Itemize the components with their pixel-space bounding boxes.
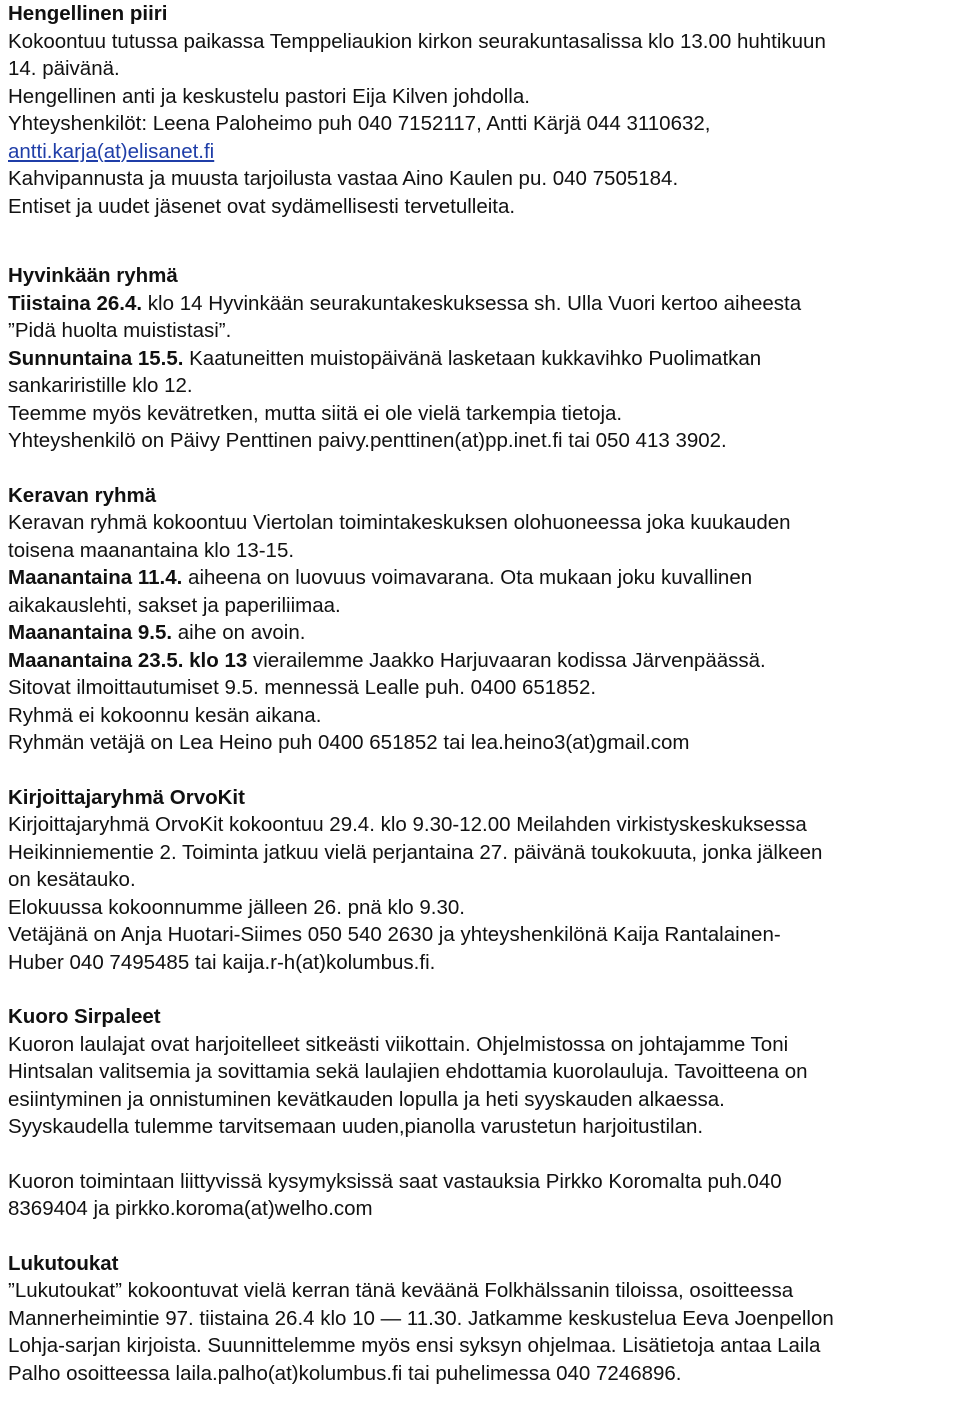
date-bold: Maanantaina 11.4. [8, 566, 183, 589]
section-heading: Keravan ryhmä [8, 483, 157, 507]
paragraph-line: ”Lukutoukat” kokoontuvat vielä kerran tänä keväänä Folkhälssanin tiloissa, osoitteessa [8, 1279, 794, 1302]
section-heading: Lukutoukat [8, 1251, 119, 1275]
section-kirjoittajaryhma-orvokit [8, 784, 952, 977]
paragraph-line: Sitovat ilmoittautumiset 9.5. mennessä Lealle puh. 0400 651852. [8, 676, 597, 699]
paragraph-line: Heikinniementie 2. Toiminta jatkuu vielä perjantaina 27. päivänä toukokuuta, jonka jälkeen [8, 840, 823, 864]
paragraph-line: Kahvipannusta ja muusta tarjoilusta vastaa Aino Kaulen pu. 040 7505184. [8, 167, 679, 190]
paragraph-line: Elokuussa kokoonnumme jälleen 26. pnä klo 9.30. [8, 895, 465, 919]
date-bold: Maanantaina 23.5. klo 13 [8, 648, 248, 672]
paragraph-line: Mannerheimintie 97. tiistaina 26.4 klo 10 — 11.30. Jatkamme keskustelua Eeva Joenpellon [8, 1306, 834, 1330]
paragraph-line: Keravan ryhmä kokoontuu Viertolan toimintakeskuksen olohuoneessa joka kuukauden [8, 511, 791, 534]
paragraph-line: on kesätauko. [8, 868, 136, 891]
paragraph-line: Hengellinen anti ja keskustelu pastori Eija Kilven johdolla. [8, 84, 530, 108]
date-bold: Tiistaina 26.4. [8, 291, 143, 315]
paragraph-text: aihe on avoin. [172, 621, 306, 644]
date-bold: Sunnuntaina 15.5. [8, 346, 184, 370]
paragraph-text: Kaatuneitten muistopäivänä lasketaan kukkavihko Puolimatkan [183, 346, 762, 370]
paragraph-line: Entiset ja uudet jäsenet ovat sydämellisesti tervetulleita. [8, 194, 516, 218]
email-link[interactable]: antti.karja(at)elisanet.fi [8, 139, 215, 163]
paragraph-line: Huber 040 7495485 tai kaija.r-h(at)kolumbus.fi. [8, 950, 436, 974]
paragraph-line: toisena maanantaina klo 13-15. [8, 538, 295, 562]
section-heading: Hengellinen piiri [8, 2, 168, 25]
paragraph-line: Yhteyshenkilö on Päivy Penttinen paivy.penttinen(at)pp.inet.fi tai 050 413 3902. [8, 429, 727, 452]
paragraph-line: Ryhmän vetäjä on Lea Heino puh 0400 651852 tai lea.heino3(at)gmail.com [8, 731, 690, 754]
section-heading: Kuoro Sirpaleet [8, 1005, 161, 1028]
section-kuoro-sirpaleet [8, 1003, 952, 1223]
date-bold: Maanantaina 9.5. [8, 621, 173, 644]
paragraph-text: aiheena on luovuus voimavarana. Ota mukaan joku kuvallinen [182, 566, 753, 589]
paragraph-line: Kuoron laulajat ovat harjoitelleet sitkeästi viikottain. Ohjelmistossa on johtajamme Toni [8, 1032, 789, 1056]
paragraph-line: Vetäjänä on Anja Huotari-Siimes 050 540 2630 ja yhteyshenkilönä Kaija Rantalainen- [8, 923, 781, 946]
section-keravan-ryhma [8, 482, 952, 757]
section-hengellinen-piiri [8, 0, 952, 220]
paragraph-line: esiintyminen ja onnistuminen kevätkauden lopulla ja heti syyskauden alkaessa. [8, 1087, 725, 1111]
paragraph-line: Yhteyshenkilöt: Leena Paloheimo puh 040 7152117, Antti Kärjä 044 3110632, [8, 112, 711, 135]
paragraph-line: Syyskaudella tulemme tarvitsemaan uuden,pianolla varustetun harjoitustilan. [8, 1115, 704, 1138]
paragraph-line: aikakauslehti, sakset ja paperiliimaa. [8, 593, 341, 617]
paragraph-line: Hintsalan valitsemia ja sovittamia sekä laulajien ehdottamia kuorolauluja. Tavoitteena on [8, 1060, 808, 1083]
paragraph-line: Lohja-sarjan kirjoista. Suunnittelemme myös ensi syksyn ohjelmaa. Lisätietoja antaa Laila [8, 1334, 821, 1357]
paragraph-line: Teemme myös kevätretken, mutta siitä ei ole vielä tarkempia tietoja. [8, 401, 623, 425]
paragraph-line: ”Pidä huolta muististasi”. [8, 319, 232, 342]
paragraph-line: Palho osoitteessa laila.palho(at)kolumbus.fi tai puhelimessa 040 7246896. [8, 1361, 682, 1385]
paragraph-line: Ryhmä ei kokoonnu kesän aikana. [8, 703, 322, 727]
section-heading: Kirjoittajaryhmä OrvoKit [8, 785, 245, 809]
paragraph-line: Kirjoittajaryhmä OrvoKit kokoontuu 29.4. klo 9.30-12.00 Meilahden virkistyskeskuksessa [8, 813, 807, 836]
section-heading: Hyvinkään ryhmä [8, 264, 178, 287]
paragraph-line: 8369404 ja pirkko.koroma(at)welho.com [8, 1197, 373, 1220]
section-hyvinkaan-ryhma [8, 262, 952, 455]
section-lukutoukat [8, 1250, 952, 1388]
paragraph-text: vierailemme Jaakko Harjuvaaran kodissa Järvenpäässä. [247, 648, 766, 672]
paragraph-line: Kuoron toimintaan liittyvissä kysymyksissä saat vastauksia Pirkko Koromalta puh.040 [8, 1169, 782, 1193]
paragraph-line: Kokoontuu tutussa paikassa Temppeliaukion kirkon seurakuntasalissa klo 13.00 huhtikuun [8, 29, 826, 53]
paragraph-text: klo 14 Hyvinkään seurakuntakeskuksessa sh. Ulla Vuori kertoo aiheesta [142, 291, 802, 315]
paragraph-line: sankariristille klo 12. [8, 374, 193, 397]
paragraph-line: 14. päivänä. [8, 57, 120, 80]
